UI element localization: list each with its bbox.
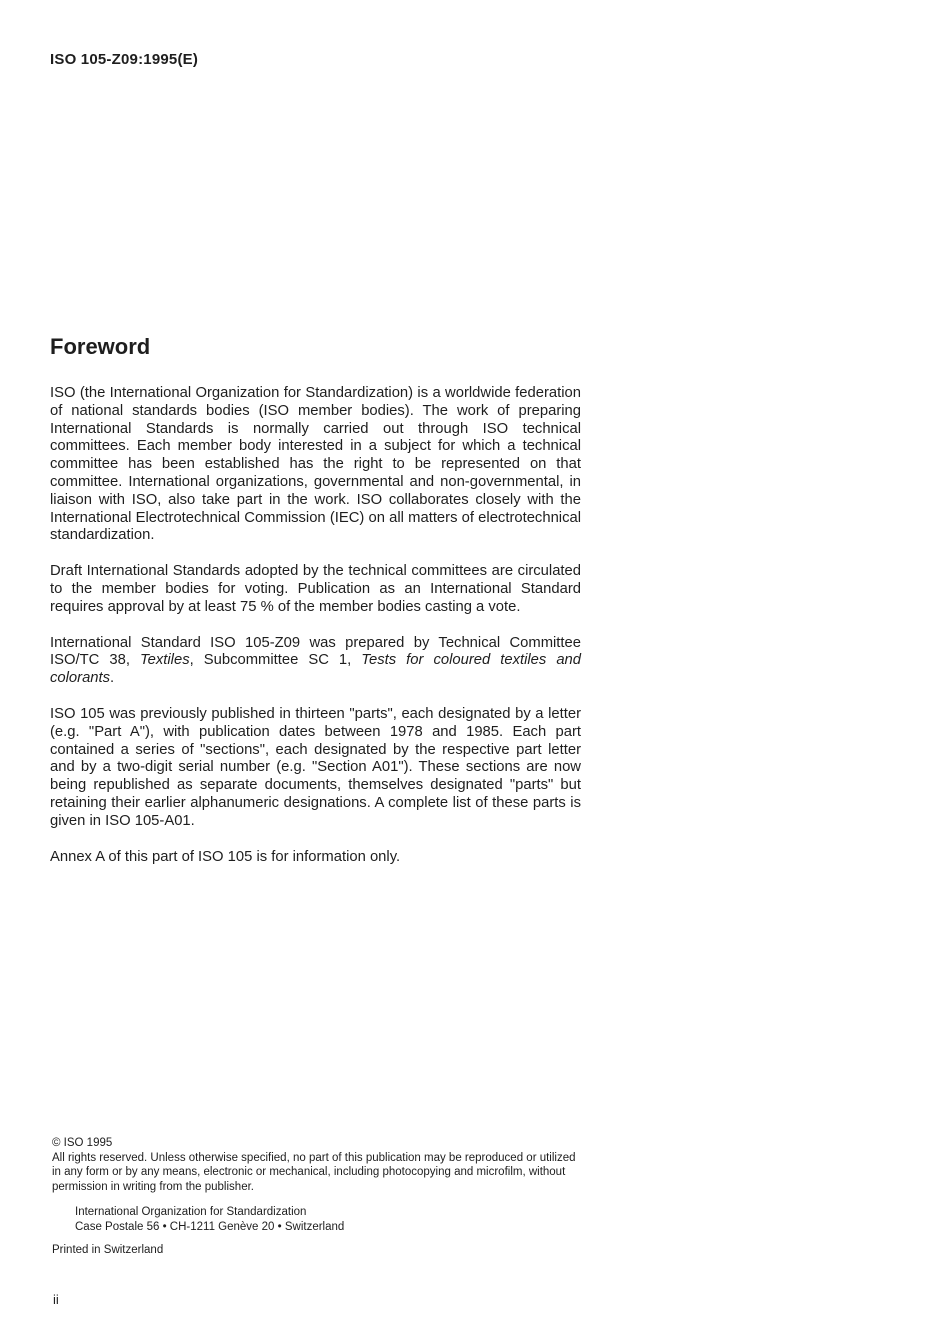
printed-in: Printed in Switzerland (52, 1244, 164, 1256)
subcommittee-name: Tests for coloured textiles and colorants (50, 652, 582, 687)
document-id: ISO 105-Z09:1995(E) (50, 51, 199, 68)
paragraph-prepared-by (50, 635, 581, 688)
prepared-by-text: International Standard ISO 105-Z09 was prepared by Technical Committee ISO/TC 38, (50, 634, 581, 669)
publisher-name: International Organization for Standardization (75, 1206, 307, 1218)
publisher-postal: Case Postale 56 • CH-1211 Genève 20 • Switzerland (75, 1220, 345, 1233)
rights-statement: All rights reserved. Unless otherwise specified, no part of this publication may be reproduced or utilized in any form or by any means, electronic or mechanical, including photocopying and microfilm, without permission in writing from the publisher. (52, 1151, 576, 1193)
committee-name: Textiles (139, 652, 190, 669)
copyright-line: © ISO 1995 (52, 1137, 113, 1149)
subcommittee-text: , Subcommittee SC 1, (189, 652, 362, 669)
foreword-body (50, 385, 581, 884)
paragraph-draft-standards: Draft International Standards adopted by the technical committees are circulated to the member bodies for voting. Publication as an International Standard requires approval by at least 75 % of the member bodies casting a vote. (50, 563, 581, 615)
prepared-by-end: . (110, 670, 115, 687)
page-title: Foreword (50, 334, 151, 359)
publisher-address (75, 1205, 587, 1234)
paragraph-parts-history: ISO 105 was previously published in thirteen "parts", each designated by a letter (e.g. "Part A"), with publication dates between 1978 and 1985. Each part contained a series of "sections", each designated by the respective part letter and by a two-digit serial number (e.g. "Section A01"). These sections are now being republished as separate documents, themselves designated "parts" but retaining their earlier alphanumeric designations. A complete list of these parts is given in ISO 105-A01. (50, 705, 581, 829)
page-number: ii (53, 1292, 59, 1307)
paragraph-iso-intro: ISO (the International Organization for Standardization) is a worldwide federation of national standards bodies (ISO member bodies). The work of preparing International Standards is normally carried out through ISO technical committees. Each member body interested in a subject for which a technical committee has been established has the right to be represented on that committee. International organizations, governmental and non-governmental, in liaison with ISO, also take part in the work. ISO collaborates closely with the International Electrotechnical Commission (IEC) on all matters of electrotechnical standardization. (50, 385, 581, 544)
paragraph-annex-note: Annex A of this part of ISO 105 is for information only. (50, 848, 401, 865)
copyright-block (52, 1136, 587, 1258)
